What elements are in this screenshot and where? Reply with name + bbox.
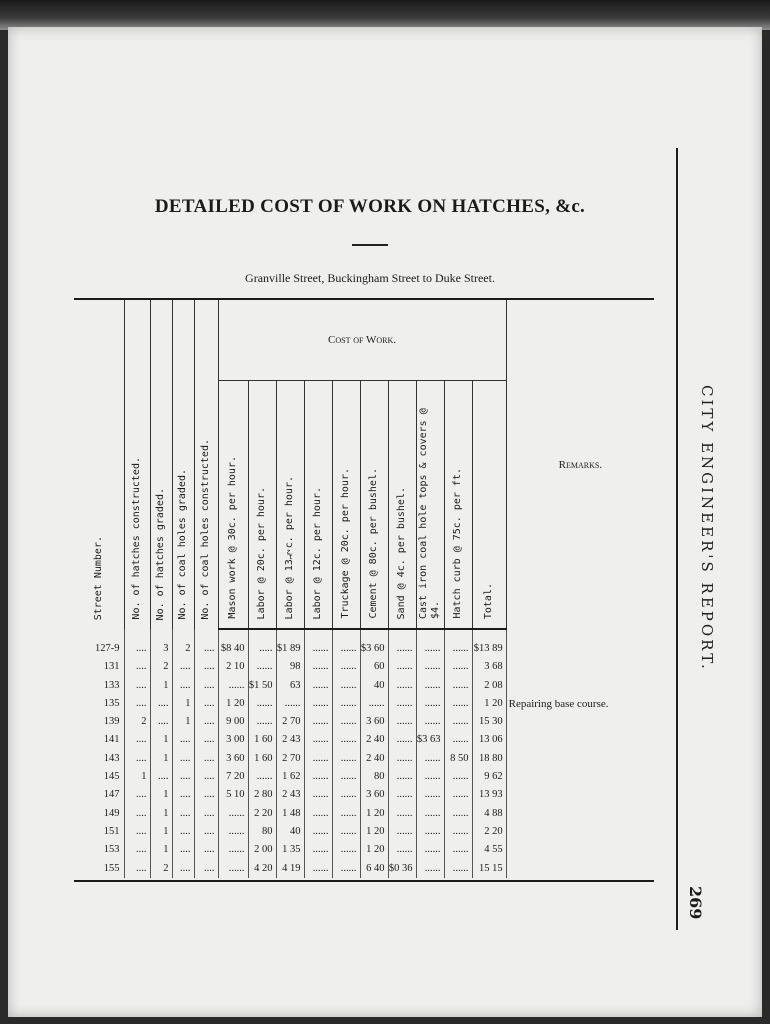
cell-cement: 6 40 [360, 860, 388, 878]
cell-l12: ...... [304, 860, 332, 878]
cell-l13: $1 89 [276, 629, 304, 658]
cell-l13: 1 35 [276, 841, 304, 859]
cell-total: $13 89 [472, 629, 506, 658]
cell-cement: 80 [360, 768, 388, 786]
cell-cg: .... [172, 786, 194, 804]
cell-remark [506, 860, 654, 878]
cell-sand: ...... [388, 841, 416, 859]
cell-l20: 4 20 [248, 860, 276, 878]
cell-sand: ...... [388, 750, 416, 768]
cell-cement: 3 60 [360, 713, 388, 731]
cell-sand: $0 36 [388, 860, 416, 878]
cell-l13: ...... [276, 695, 304, 713]
cell-curb: ...... [444, 823, 472, 841]
cell-l13: 2 43 [276, 786, 304, 804]
cell-l12: ...... [304, 805, 332, 823]
cell-street: 133 [74, 677, 124, 695]
cell-l13: 1 62 [276, 768, 304, 786]
cell-cement: 60 [360, 658, 388, 676]
cell-l12: ...... [304, 658, 332, 676]
cell-remark [506, 841, 654, 859]
cell-street: 149 [74, 805, 124, 823]
cost-table-wrapper [74, 298, 654, 882]
cell-cg: .... [172, 750, 194, 768]
cell-cast: ...... [416, 805, 444, 823]
cell-cc: .... [194, 823, 218, 841]
cell-remark [506, 677, 654, 695]
cell-truck: ...... [332, 658, 360, 676]
cell-cc: .... [194, 731, 218, 749]
cell-mason: ...... [218, 860, 248, 878]
cell-cement: ...... [360, 695, 388, 713]
table-row [74, 823, 654, 841]
cell-hg: 3 [150, 629, 172, 658]
cell-cast: ...... [416, 823, 444, 841]
cell-curb: ...... [444, 629, 472, 658]
cell-street: 135 [74, 695, 124, 713]
cell-cg: 1 [172, 695, 194, 713]
cell-truck: ...... [332, 695, 360, 713]
cell-cement: 40 [360, 677, 388, 695]
cell-cast: ...... [416, 629, 444, 658]
cell-truck: ...... [332, 860, 360, 878]
cell-l20: 1 60 [248, 750, 276, 768]
header-coal-constructed: No. of coal holes constructed. [194, 300, 218, 629]
cell-remark: Repairing base course. [508, 697, 609, 710]
cell-hg: 2 [150, 658, 172, 676]
cell-hc: .... [124, 629, 150, 658]
cell-cg: .... [172, 768, 194, 786]
cell-l13: 2 70 [276, 713, 304, 731]
header-coal-graded: No. of coal holes graded. [172, 300, 194, 629]
cell-hg: 1 [150, 677, 172, 695]
cell-cg: .... [172, 805, 194, 823]
cell-total: 4 55 [472, 841, 506, 859]
cell-cast: ...... [416, 841, 444, 859]
cell-remark [506, 731, 654, 749]
cell-truck: ...... [332, 841, 360, 859]
cell-cg: .... [172, 860, 194, 878]
cell-l20: ...... [248, 695, 276, 713]
cell-hc: .... [124, 860, 150, 878]
cell-mason: ...... [218, 677, 248, 695]
cell-l20: ..... [248, 629, 276, 658]
cell-l13: 40 [276, 823, 304, 841]
cell-total: 3 68 [472, 658, 506, 676]
cell-hc: .... [124, 731, 150, 749]
table-row [74, 750, 654, 768]
header-sand: Sand @ 4c. per bushel. [388, 381, 416, 630]
cell-cg: .... [172, 841, 194, 859]
header-hatches-graded: No. of hatches graded. [150, 300, 172, 629]
cell-hc: .... [124, 677, 150, 695]
cell-truck: ...... [332, 713, 360, 731]
cell-hc: .... [124, 823, 150, 841]
header-cement: Cement @ 80c. per bushel. [360, 381, 388, 630]
book-edge [0, 0, 770, 30]
cost-table [74, 300, 654, 878]
cell-sand: ...... [388, 768, 416, 786]
cell-cc: .... [194, 658, 218, 676]
header-mason: Mason work @ 30c. per hour. [218, 381, 248, 630]
cell-curb: ...... [444, 841, 472, 859]
cell-hc: .... [124, 658, 150, 676]
cell-mason: 2 10 [218, 658, 248, 676]
cell-cast: ...... [416, 658, 444, 676]
cell-l12: ...... [304, 695, 332, 713]
cell-truck: ...... [332, 731, 360, 749]
cell-l12: ...... [304, 677, 332, 695]
cell-cast: ...... [416, 713, 444, 731]
running-header: CITY ENGINEER'S REPORT. [698, 385, 716, 672]
cell-total: 13 93 [472, 786, 506, 804]
cell-cast: ...... [416, 695, 444, 713]
cell-hg: 1 [150, 731, 172, 749]
cell-mason: 7 20 [218, 768, 248, 786]
cell-mason: 3 00 [218, 731, 248, 749]
header-labor-13: Labor @ 13½c. per hour. [276, 381, 304, 630]
cell-hg: 2 [150, 860, 172, 878]
cell-hc: .... [124, 695, 150, 713]
cell-curb: ...... [444, 658, 472, 676]
cell-cc: .... [194, 805, 218, 823]
cell-curb: ...... [444, 677, 472, 695]
header-labor-12: Labor @ 12c. per hour. [304, 381, 332, 630]
cell-mason: ...... [218, 805, 248, 823]
cell-l12: ...... [304, 731, 332, 749]
cell-mason: 1 20 [218, 695, 248, 713]
cell-hc: .... [124, 841, 150, 859]
cell-mason: $8 40 [218, 629, 248, 658]
table-row [74, 841, 654, 859]
cell-cc: .... [194, 713, 218, 731]
cell-sand: ...... [388, 629, 416, 658]
cell-sand: ...... [388, 731, 416, 749]
cell-truck: ...... [332, 805, 360, 823]
table-bottom-rule [74, 880, 654, 882]
cell-truck: ...... [332, 750, 360, 768]
header-remarks: Remarks. [558, 458, 603, 471]
cell-hc: .... [124, 805, 150, 823]
cell-truck: ...... [332, 786, 360, 804]
cell-remark [506, 786, 654, 804]
table-row [74, 677, 654, 695]
cell-cement: 2 40 [360, 731, 388, 749]
cell-sand: ...... [388, 805, 416, 823]
margin-rule [676, 148, 678, 930]
cell-truck: ...... [332, 629, 360, 658]
cell-l13: 2 70 [276, 750, 304, 768]
cell-cement: 1 20 [360, 841, 388, 859]
cell-street: 151 [74, 823, 124, 841]
header-cost-of-work: Cost of Work. [218, 300, 506, 381]
cell-street: 141 [74, 731, 124, 749]
page-title: DETAILED COST OF WORK ON HATCHES, &c. [154, 196, 586, 217]
cell-cg: 2 [172, 629, 194, 658]
cell-l13: 1 48 [276, 805, 304, 823]
cell-curb: ...... [444, 786, 472, 804]
cell-l13: 2 43 [276, 731, 304, 749]
header-labor-20: Labor @ 20c. per hour. [248, 381, 276, 630]
cell-remark [506, 629, 654, 658]
cell-hc: .... [124, 786, 150, 804]
cell-cc: .... [194, 768, 218, 786]
cell-total: 9 62 [472, 768, 506, 786]
table-row [74, 786, 654, 804]
header-total: Total. [472, 381, 506, 630]
cell-l20: 80 [248, 823, 276, 841]
cell-remark [506, 823, 654, 841]
cell-mason: 5 10 [218, 786, 248, 804]
cell-total: 2 20 [472, 823, 506, 841]
cell-cc: .... [194, 629, 218, 658]
cell-l13: 63 [276, 677, 304, 695]
table-row [74, 658, 654, 676]
cell-street: 139 [74, 713, 124, 731]
cell-street: 127-9 [74, 629, 124, 658]
cell-total: 2 08 [472, 677, 506, 695]
cell-cc: .... [194, 860, 218, 878]
header-street: Street Number. [74, 300, 124, 629]
cell-l20: 2 00 [248, 841, 276, 859]
cell-hg: 1 [150, 805, 172, 823]
cell-l12: ...... [304, 750, 332, 768]
cell-total: 4 88 [472, 805, 506, 823]
cell-total: 18 80 [472, 750, 506, 768]
cell-cc: .... [194, 841, 218, 859]
cell-curb: ...... [444, 768, 472, 786]
cell-street: 147 [74, 786, 124, 804]
cell-street: 153 [74, 841, 124, 859]
cell-sand: ...... [388, 823, 416, 841]
cell-cast: ...... [416, 786, 444, 804]
cell-street: 143 [74, 750, 124, 768]
cell-l13: 98 [276, 658, 304, 676]
cell-hg: 1 [150, 786, 172, 804]
header-hatches-constructed: No. of hatches constructed. [124, 300, 150, 629]
cell-cc: .... [194, 695, 218, 713]
cell-l12: ...... [304, 841, 332, 859]
table-row [74, 860, 654, 878]
cell-mason: 3 60 [218, 750, 248, 768]
table-row [74, 731, 654, 749]
cell-cg: .... [172, 731, 194, 749]
header-truckage: Truckage @ 20c. per hour. [332, 381, 360, 630]
cell-hg: 1 [150, 750, 172, 768]
cell-total: 1 20 [472, 695, 506, 713]
cell-mason: ...... [218, 823, 248, 841]
cell-remark [506, 768, 654, 786]
cell-truck: ...... [332, 823, 360, 841]
cell-truck: ...... [332, 768, 360, 786]
cell-curb: ...... [444, 713, 472, 731]
cell-hg: 1 [150, 841, 172, 859]
cell-remark [506, 658, 654, 676]
cell-total: 13 06 [472, 731, 506, 749]
cell-l20: 2 80 [248, 786, 276, 804]
header-cast-iron: Cast iron coal hole tops & covers @ $4. [416, 381, 444, 630]
cell-curb: ...... [444, 731, 472, 749]
cell-total: 15 15 [472, 860, 506, 878]
cell-cast: ...... [416, 750, 444, 768]
cell-cg: 1 [172, 713, 194, 731]
cell-cg: .... [172, 677, 194, 695]
cell-l12: ...... [304, 629, 332, 658]
title-divider [352, 244, 388, 246]
cell-cement: 1 20 [360, 823, 388, 841]
cell-cast: ...... [416, 677, 444, 695]
table-row [74, 629, 654, 658]
cell-curb: ...... [444, 805, 472, 823]
cell-cg: .... [172, 658, 194, 676]
cell-street: 155 [74, 860, 124, 878]
cell-cast: $3 63 [416, 731, 444, 749]
cell-cc: .... [194, 750, 218, 768]
cell-street: 131 [74, 658, 124, 676]
cell-hg: .... [150, 695, 172, 713]
cell-cast: ...... [416, 860, 444, 878]
cell-l20: $1 50 [248, 677, 276, 695]
cell-curb: ...... [444, 860, 472, 878]
cell-cement: 2 40 [360, 750, 388, 768]
cell-cement: 1 20 [360, 805, 388, 823]
cell-sand: ...... [388, 677, 416, 695]
cell-l20: ...... [248, 658, 276, 676]
cell-cement: 3 60 [360, 786, 388, 804]
cell-hg: .... [150, 768, 172, 786]
cell-truck: ...... [332, 677, 360, 695]
cell-remark [506, 805, 654, 823]
cell-l12: ...... [304, 823, 332, 841]
header-hatch-curb: Hatch curb @ 75c. per ft. [444, 381, 472, 630]
cell-street: 145 [74, 768, 124, 786]
cell-cc: .... [194, 677, 218, 695]
cell-l20: ...... [248, 713, 276, 731]
cell-sand: ...... [388, 713, 416, 731]
cell-l20: ...... [248, 768, 276, 786]
cell-cement: $3 60 [360, 629, 388, 658]
cell-curb: ...... [444, 695, 472, 713]
cell-remark [506, 713, 654, 731]
cell-l13: 4 19 [276, 860, 304, 878]
cell-cc: .... [194, 786, 218, 804]
cell-l12: ...... [304, 713, 332, 731]
table-row [74, 713, 654, 731]
page-number: 269 [686, 886, 705, 920]
cell-l20: 2 20 [248, 805, 276, 823]
cell-hg: 1 [150, 823, 172, 841]
cell-sand: ...... [388, 695, 416, 713]
cell-hc: 2 [124, 713, 150, 731]
table-row [74, 695, 654, 713]
table-row [74, 805, 654, 823]
cell-mason: ...... [218, 841, 248, 859]
page-subtitle: Granville Street, Buckingham Street to Duke Street. [245, 271, 495, 285]
cell-sand: ...... [388, 658, 416, 676]
cell-hc: .... [124, 750, 150, 768]
cell-curb: 8 50 [444, 750, 472, 768]
table-row [74, 768, 654, 786]
cell-hc: 1 [124, 768, 150, 786]
cell-remark [506, 750, 654, 768]
cell-l20: 1 60 [248, 731, 276, 749]
cell-l12: ...... [304, 786, 332, 804]
table-body [74, 629, 654, 878]
cell-l12: ...... [304, 768, 332, 786]
cell-sand: ...... [388, 786, 416, 804]
cell-hg: .... [150, 713, 172, 731]
cell-cast: ...... [416, 768, 444, 786]
cell-total: 15 30 [472, 713, 506, 731]
cell-cg: .... [172, 823, 194, 841]
cell-mason: 9 00 [218, 713, 248, 731]
